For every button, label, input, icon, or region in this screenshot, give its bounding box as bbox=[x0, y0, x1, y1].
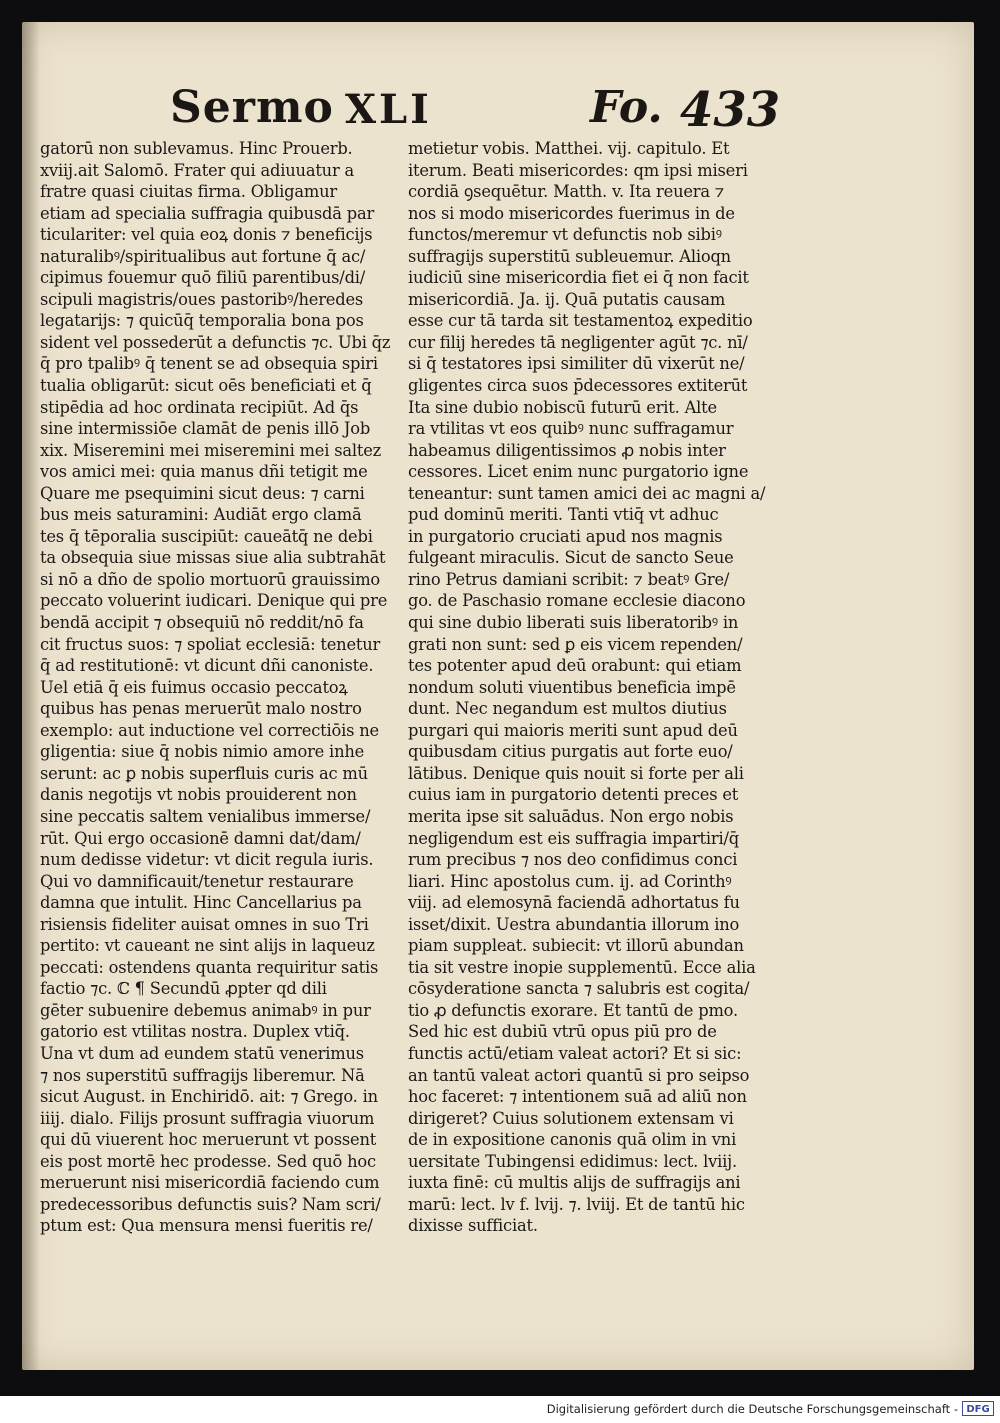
text-line: Sed hic est dubiū vtrū opus piū pro de bbox=[408, 1022, 717, 1042]
text-line: fulgeant miraculis. Sicut de sancto Seue bbox=[408, 548, 734, 568]
text-line: misericordiā. Ja. ij. Quā putatis causam bbox=[408, 289, 726, 309]
text-line: pertito: vt caueant ne sint alijs in laqueuz bbox=[40, 936, 375, 956]
text-line: dixisse sufficiat. bbox=[408, 1216, 538, 1236]
running-head-sermo: Sermo bbox=[170, 82, 334, 133]
text-line: uersitate Tubingensi edidimus: lect. lviij. bbox=[408, 1151, 737, 1171]
running-head-sermon-number: XLI bbox=[345, 86, 432, 133]
text-line: gligentes circa suos p̄decessores extiterūt bbox=[408, 376, 748, 396]
text-line: cessores. Licet enim nunc purgatorio igne bbox=[408, 462, 749, 482]
text-line: tio ꝓ defunctis exorare. Et tantū de pmo. bbox=[408, 1000, 738, 1020]
text-line: q̄ pro tpalibꝰ q̄ tenent se ad obsequia spiri bbox=[40, 354, 378, 374]
text-line: predecessoribus defunctis suis? Nam scri/ bbox=[40, 1194, 381, 1214]
text-line: etiam ad specialia suffragia quibusdā par bbox=[40, 203, 375, 223]
text-line: qui dū viuerent hoc meruerunt vt possent bbox=[40, 1130, 377, 1150]
text-line: esse cur tā tarda sit testamentoꝝ expeditio bbox=[408, 311, 753, 331]
text-line: serunt: ac ꝑ nobis superfluis curis ac mū bbox=[40, 763, 368, 783]
text-line: dirigeret? Cuius solutionem extensam vi bbox=[408, 1108, 734, 1128]
text-line: cit fructus suos: ⁊ spoliat ecclesiā: tenetur bbox=[40, 634, 381, 654]
text-line: quibus has penas meruerūt malo nostro bbox=[40, 699, 362, 719]
text-line: Quare me psequimini sicut deus: ⁊ carni bbox=[40, 483, 365, 503]
text-line: Uel etiā q̄ eis fuimus occasio peccatoꝝ bbox=[40, 677, 348, 697]
text-line: num dedisse videtur: vt dicit regula iuris. bbox=[40, 850, 374, 870]
text-line: piam suppleat. subiecit: vt illorū abundan bbox=[408, 936, 744, 956]
text-line: in purgatorio cruciati apud nos magnis bbox=[408, 526, 723, 546]
text-line: liari. Hinc apostolus cum. ij. ad Corinthꝰ bbox=[408, 871, 732, 891]
text-line: hoc faceret: ⁊ intentionem suā ad aliū non bbox=[408, 1087, 747, 1107]
running-head-fo: Fo. bbox=[590, 82, 663, 133]
text-line: cipimus fouemur quō filiū parentibus/di/ bbox=[40, 268, 366, 288]
text-line: vos amici mei: quia manus dñi tetigit me bbox=[40, 462, 368, 482]
text-line: iuxta finē: cū multis alijs de suffragijs ani bbox=[408, 1173, 741, 1193]
text-line: lātibus. Denique quis nouit si forte per ali bbox=[408, 763, 744, 783]
right-text-column bbox=[408, 138, 768, 1237]
funding-credit: Digitalisierung gefördert durch die Deutsche Forschungsgemeinschaft - bbox=[546, 1402, 958, 1416]
text-line: danis negotijs vt nobis prouiderent non bbox=[40, 785, 357, 805]
text-line: peccati: ostendens quanta requiritur satis bbox=[40, 957, 379, 977]
text-line: ticulariter: vel quia eoꝝ donis ⁊ beneficijs bbox=[40, 225, 373, 245]
left-text-column bbox=[40, 138, 400, 1237]
text-line: negligendum est eis suffragia impartiri/q̄ bbox=[408, 828, 740, 848]
text-line: legatarijs: ⁊ quicūq̄ temporalia bona pos bbox=[40, 311, 364, 331]
text-line: nondum soluti viuentibus beneficia impē bbox=[408, 677, 736, 697]
text-line: factio ⁊c. ℂ ¶ Secundū ꝓpter qd dili bbox=[40, 979, 327, 999]
text-line: suffragijs superstitū subleuemur. Alioqn bbox=[408, 246, 731, 266]
text-line: gligentia: siue q̄ nobis nimio amore inhe bbox=[40, 742, 365, 762]
text-line: si nō a dño de spolio mortuorū grauissimo bbox=[40, 569, 381, 589]
text-line: cuius iam in purgatorio detenti preces et bbox=[408, 785, 739, 805]
text-line: teneantur: sunt tamen amici dei ac magni a/ bbox=[408, 483, 766, 503]
text-line: sident vel possederūt a defunctis ⁊c. Ubi q̄z bbox=[40, 332, 391, 352]
text-line: ra vtilitas vt eos quibꝰ nunc suffragamur bbox=[408, 419, 734, 439]
text-line: metietur vobis. Matthei. vij. capitulo. Et bbox=[408, 139, 730, 158]
text-line: gēter subuenire debemus animabꝰ in pur bbox=[40, 1000, 371, 1020]
text-line: meruerunt nisi misericordiā faciendo cum bbox=[40, 1173, 380, 1193]
text-line: scipuli magistris/oues pastoribꝰ/heredes bbox=[40, 289, 364, 309]
text-line: merita ipse sit saluādus. Non ergo nobis bbox=[408, 806, 734, 826]
text-line: sine intermissiōe clamāt de penis illō Job bbox=[40, 419, 371, 439]
text-line: damna que intulit. Hinc Cancellarius pa bbox=[40, 893, 362, 913]
text-line: viij. ad elemosynā faciendā adhortatus fu bbox=[408, 893, 740, 913]
text-line: tes potenter apud deū orabunt: qui etiam bbox=[408, 656, 742, 676]
text-line: stipēdia ad hoc ordinata recipiūt. Ad q̄s bbox=[40, 397, 359, 417]
text-line: bendā accipit ⁊ obsequiū nō reddit/nō fa bbox=[40, 613, 364, 633]
text-line: eis post mortē hec prodesse. Sed quō hoc bbox=[40, 1151, 376, 1171]
text-line: quibusdam citius purgatis aut forte euo/ bbox=[408, 742, 733, 762]
text-line: qui sine dubio liberati suis liberatoribꝰ in bbox=[408, 613, 739, 633]
text-line: gatorio est vtilitas nostra. Duplex vtiq̄. bbox=[40, 1022, 350, 1042]
text-line: pud dominū meriti. Tanti vtiq̄ vt adhuc bbox=[408, 505, 719, 525]
text-line: sine peccatis saltem venialibus immerse/ bbox=[40, 806, 371, 826]
text-line: xviij.ait Salomō. Frater qui adiuuatur a bbox=[40, 160, 355, 180]
text-line: exemplo: aut inductione vel correctiōis ne bbox=[40, 720, 379, 740]
text-line: functis actū/etiam valeat actori? Et si sic: bbox=[408, 1043, 742, 1063]
text-line: marū: lect. lv f. lvij. ⁊. lviij. Et de tantū hic bbox=[408, 1194, 745, 1214]
text-line: cordiā ꝯsequētur. Matth. v. Ita reuera ⁊ bbox=[408, 182, 724, 202]
text-line: nos si modo misericordes fuerimus in de bbox=[408, 203, 735, 223]
text-line: q̄ ad restitutionē: vt dicunt dñi canoniste. bbox=[40, 656, 374, 676]
text-line: ⁊ nos superstitū suffragijs liberemur. Nā bbox=[40, 1065, 365, 1085]
text-line: bus meis saturamini: Audiāt ergo clamā bbox=[40, 505, 362, 525]
text-line: tes q̄ tēporalia suscipiūt: caueātq̄ ne debi bbox=[40, 526, 373, 546]
text-line: habeamus diligentissimos ꝓ nobis inter bbox=[408, 440, 726, 460]
text-line: dunt. Nec negandum est multos diutius bbox=[408, 699, 727, 719]
text-line: iiij. dialo. Filijs prosunt suffragia viuorum bbox=[40, 1108, 375, 1128]
text-line: Qui vo damnificauit/tenetur restaurare bbox=[40, 871, 354, 891]
text-line: fratre quasi ciuitas firma. Obligamur bbox=[40, 182, 337, 202]
text-line: sicut August. in Enchiridō. ait: ⁊ Grego. in bbox=[40, 1087, 378, 1107]
text-line: rūt. Qui ergo occasionē damni dat/dam/ bbox=[40, 828, 361, 848]
text-line: isset/dixit. Uestra abundantia illorum ino bbox=[408, 914, 740, 934]
text-line: tia sit vestre inopie supplementū. Ecce alia bbox=[408, 957, 756, 977]
dfg-logo: DFG bbox=[962, 1401, 994, 1416]
footer-bar bbox=[0, 1396, 1000, 1423]
text-line: purgari qui maioris meriti sunt apud deū bbox=[408, 720, 738, 740]
text-line: si q̄ testatores ipsi similiter dū vixerūt ne/ bbox=[408, 354, 745, 374]
gutter-shadow bbox=[22, 22, 40, 1370]
text-line: iterum. Beati misericordes: qm ipsi miseri bbox=[408, 160, 748, 180]
text-line: rum precibus ⁊ nos deo confidimus conci bbox=[408, 850, 738, 870]
text-line: grati non sunt: sed ꝑ eis vicem rependen/ bbox=[408, 634, 743, 654]
text-line: ta obsequia siue missas siue alia subtrahāt bbox=[40, 548, 386, 568]
text-line: ptum est: Qua mensura mensi fueritis re/ bbox=[40, 1216, 373, 1236]
text-line: gatorū non sublevamus. Hinc Prouerb. bbox=[40, 139, 353, 158]
text-line: Una vt dum ad eundem statū venerimus bbox=[40, 1043, 364, 1063]
running-head bbox=[170, 82, 790, 142]
folio-number: 433 bbox=[680, 82, 781, 138]
text-line: de in expositione canonis quā olim in vni bbox=[408, 1130, 737, 1150]
text-line: iudiciū sine misericordia fiet ei q̄ non facit bbox=[408, 268, 749, 288]
text-line: go. de Paschasio romane ecclesie diacono bbox=[408, 591, 746, 611]
text-line: an tantū valeat actori quantū si pro seipso bbox=[408, 1065, 750, 1085]
text-line: Ita sine dubio nobiscū futurū erit. Alte bbox=[408, 397, 717, 417]
text-line: rino Petrus damiani scribit: ⁊ beatꝰ Gre/ bbox=[408, 569, 730, 589]
text-line: cōsyderatione sancta ⁊ salubris est cogita/ bbox=[408, 979, 750, 999]
text-line: cur filij heredes tā negligenter agūt ⁊c. nī/ bbox=[408, 332, 748, 352]
text-line: risiensis fideliter auisat omnes in suo Tri bbox=[40, 914, 369, 934]
text-line: xix. Miseremini mei miseremini mei saltez bbox=[40, 440, 382, 460]
text-line: naturalibꝰ/spiritualibus aut fortune q̄ ac/ bbox=[40, 246, 366, 266]
text-line: tualia obligarūt: sicut oēs beneficiati et q̄ bbox=[40, 376, 372, 396]
text-line: peccato voluerint iudicari. Denique qui pre bbox=[40, 591, 388, 611]
text-line: functos/meremur vt defunctis nob sibiꝰ bbox=[408, 225, 722, 245]
